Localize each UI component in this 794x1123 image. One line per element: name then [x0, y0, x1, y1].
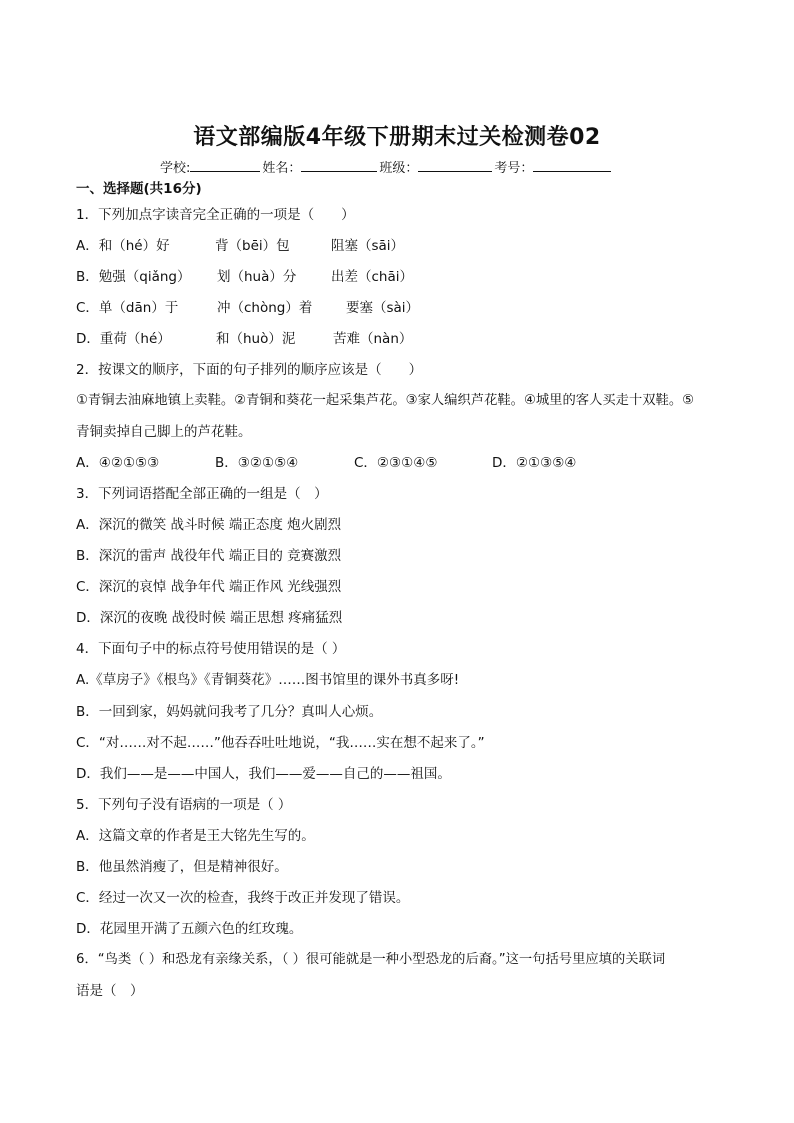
question-2-options — [76, 451, 576, 471]
class-blank — [418, 159, 492, 172]
name-blank — [301, 159, 377, 172]
question-2-sentences-line-2: 青铜卖掉自己脚上的芦花鞋。 — [76, 424, 252, 440]
question-3-option-c: C．深沉的哀悼 战争年代 端正作风 光线强烈 — [76, 579, 342, 595]
name-label: 姓名： — [262, 161, 302, 176]
question-1-option-c — [76, 296, 419, 316]
question-5-option-c: C．经过一次又一次的检查，我终于改正并发现了错误。 — [76, 890, 410, 906]
question-6-stem-line-1: 6．“鸟类（ ）和恐龙有亲缘关系，（ ）很可能就是一种小型恐龙的后裔。”这一句括号里应填的关联词 — [76, 952, 666, 967]
question-2-option-b: B．③②①⑤④ — [215, 455, 299, 471]
question-3-stem: 3．下列词语搭配全部正确的一组是（ ） — [76, 486, 328, 502]
option-c-item-3: 要塞（sài） — [346, 300, 420, 316]
question-5-option-d: D．花园里开满了五颜六色的红玫瑰。 — [76, 921, 303, 937]
question-5-option-b: B．他虽然消瘦了，但是精神很好。 — [76, 859, 288, 875]
exam-number-label: 考号： — [494, 161, 534, 176]
question-2-option-c: C．②③①④⑤ — [354, 455, 438, 471]
option-b-item-1: B．勉强（qiǎng） — [76, 269, 191, 285]
question-4-option-b: B．一回到家，妈妈就问我考了几分？真叫人心烦。 — [76, 704, 383, 720]
option-d-item-3: 苦难（nàn） — [333, 331, 413, 347]
question-2-option-d: D．②①③⑤④ — [492, 455, 577, 471]
student-info-row — [160, 157, 613, 176]
option-c-item-1: C．单（dān）于 — [76, 300, 179, 316]
class-label: 班级： — [379, 161, 419, 176]
option-a-item-1: A．和（hé）好 — [76, 238, 170, 254]
question-2-option-a: A．④②①⑤③ — [76, 455, 160, 471]
question-3-option-a: A．深沉的微笑 战斗时候 端正态度 炮火剧烈 — [76, 517, 342, 533]
exam-title: 语文部编版4年级下册期末过关检测卷02 — [193, 125, 601, 150]
question-3-option-d: D．深沉的夜晚 战役时候 端正思想 疼痛猛烈 — [76, 610, 343, 626]
question-1-option-b — [76, 265, 413, 285]
question-4-option-c: C．“对……对不起……”他吞吞吐吐地说，“我……实在想不起来了。” — [76, 735, 485, 751]
question-4-option-a: A.《草房子》《根鸟》《青铜葵花》……图书馆里的课外书真多呀! — [76, 672, 460, 688]
option-d-item-1: D．重荷（hé） — [76, 331, 171, 347]
section-heading: 一、选择题(共16分) — [76, 181, 202, 197]
option-b-item-3: 出差（chāi） — [331, 269, 414, 285]
question-2-sentences-line-1: ①青铜去油麻地镇上卖鞋。②青铜和葵花一起采集芦花。③家人编织芦花鞋。④城里的客人买走十双鞋。⑤ — [76, 393, 695, 408]
question-2-stem: 2．按课文的顺序，下面的句子排列的顺序应该是（ ） — [76, 362, 423, 378]
question-5-stem: 5．下列句子没有语病的一项是（ ） — [76, 797, 292, 813]
option-c-item-2: 冲（chòng）着 — [217, 300, 313, 316]
school-label: 学校: — [160, 161, 191, 176]
option-a-item-2: 背（bēi）包 — [215, 238, 290, 254]
question-1-stem: 1．下列加点字读音完全正确的一项是（ ） — [76, 207, 355, 223]
option-d-item-2: 和（huò）泥 — [216, 331, 296, 347]
option-b-item-2: 划（huà）分 — [217, 269, 297, 285]
question-5-option-a: A．这篇文章的作者是王大铭先生写的。 — [76, 828, 315, 844]
question-4-option-d: D．我们——是——中国人，我们——爱——自己的——祖国。 — [76, 766, 451, 782]
question-1-option-d — [76, 327, 412, 347]
question-6-stem-line-2: 语是（ ） — [76, 983, 144, 999]
exam-number-blank — [533, 159, 611, 172]
question-3-option-b: B．深沉的雷声 战役年代 端正目的 竞赛激烈 — [76, 548, 342, 564]
school-blank — [190, 159, 260, 172]
question-1-option-a — [76, 234, 404, 254]
question-4-stem: 4．下面句子中的标点符号使用错误的是（ ） — [76, 641, 346, 657]
option-a-item-3: 阻塞（sāi） — [331, 238, 405, 254]
